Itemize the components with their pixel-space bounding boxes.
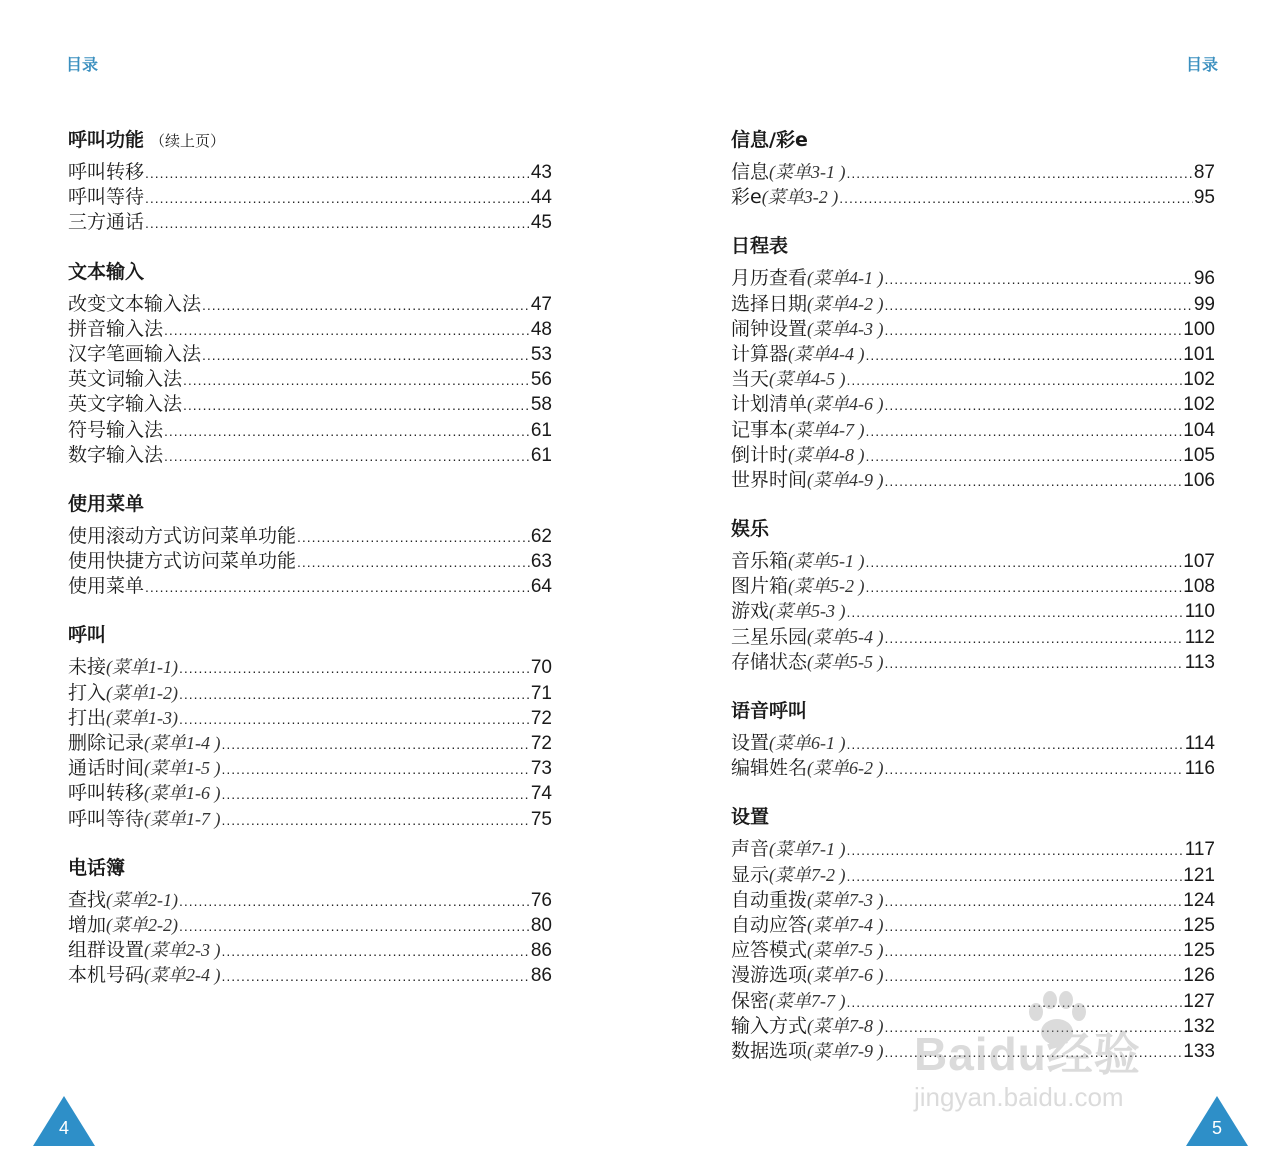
entry-label: 英文词输入法 <box>68 368 183 391</box>
entry-page-number: 44 <box>530 187 552 209</box>
dot-leader <box>222 808 530 833</box>
entry-menu-ref: (菜单4-1 ) <box>807 268 884 289</box>
dot-leader <box>222 964 530 989</box>
toc-entry[interactable] <box>731 913 1215 938</box>
entry-label: 英文字输入法 <box>68 393 183 416</box>
entry-page-number: 58 <box>530 394 552 416</box>
section-title-text: 电话簿 <box>68 856 126 879</box>
dot-leader <box>222 732 530 757</box>
entry-label: 使用菜单 <box>68 575 145 598</box>
dot-leader <box>164 444 530 469</box>
toc-entry[interactable] <box>68 913 552 938</box>
section-title-text: 文本输入 <box>68 260 145 283</box>
toc-entry[interactable] <box>731 650 1215 675</box>
entry-page-number: 56 <box>530 369 552 391</box>
entry-menu-ref: (菜单7-1 ) <box>769 839 846 860</box>
dot-leader <box>179 707 530 732</box>
toc-column-right <box>731 128 1215 1088</box>
entry-label: 图片箱 <box>731 575 789 598</box>
dot-leader <box>222 939 530 964</box>
dot-leader <box>847 838 1184 863</box>
entry-label: 拼音输入法 <box>68 317 164 340</box>
dot-leader <box>847 368 1183 393</box>
dot-leader <box>179 889 530 914</box>
entry-page-number: 80 <box>530 914 552 936</box>
toc-entry[interactable] <box>731 367 1215 392</box>
dot-leader <box>222 782 530 807</box>
entry-label: 彩e <box>731 186 762 209</box>
dot-leader <box>179 914 530 939</box>
section-title-text: 使用菜单 <box>68 492 145 515</box>
dot-leader <box>222 757 530 782</box>
dot-leader <box>839 186 1193 211</box>
entry-page-number: 99 <box>1193 293 1215 315</box>
entry-label: 计划清单 <box>731 393 808 416</box>
toc-entry[interactable] <box>68 292 552 317</box>
entry-label: 倒计时 <box>731 443 789 466</box>
entry-label: 打入 <box>68 681 107 704</box>
page-header-right: 目录 <box>1186 55 1219 74</box>
entry-page-number: 62 <box>530 525 552 547</box>
entry-page-number: 86 <box>530 965 552 987</box>
entry-label: 当天 <box>731 368 770 391</box>
section-title-text: 呼叫 <box>68 624 107 647</box>
dot-leader <box>202 343 530 368</box>
toc-entry[interactable] <box>68 367 552 392</box>
entry-menu-ref: (菜单6-1 ) <box>769 733 846 753</box>
section-title <box>68 856 552 881</box>
entry-label: 月历查看 <box>731 267 808 290</box>
entry-label: 三星乐园 <box>731 625 808 648</box>
entry-menu-ref: (菜单3-1 ) <box>769 162 846 182</box>
dot-leader <box>145 161 530 186</box>
entry-label: 改变文本输入法 <box>68 292 202 315</box>
entry-menu-ref: (菜单1-3) <box>106 707 178 728</box>
entry-page-number: 64 <box>530 576 552 598</box>
entry-menu-ref: (菜单2-3 ) <box>144 940 221 961</box>
toc-entry[interactable] <box>731 989 1215 1014</box>
toc-entry[interactable] <box>68 574 552 599</box>
toc-entry[interactable] <box>68 185 552 210</box>
toc-section <box>68 260 552 468</box>
entry-menu-ref: (菜单7-9 ) <box>807 1040 884 1061</box>
entry-page-number: 102 <box>1183 369 1215 391</box>
entry-page-number: 73 <box>530 758 552 780</box>
toc-section <box>68 856 552 989</box>
toc-entry[interactable] <box>68 418 552 443</box>
entry-label: 游戏 <box>731 600 770 623</box>
entry-label: 本机号码 <box>68 964 145 987</box>
toc-entry[interactable] <box>731 1039 1215 1064</box>
entry-label: 查找 <box>68 888 107 911</box>
toc-entry[interactable] <box>68 524 552 549</box>
entry-page-number: 107 <box>1183 551 1215 573</box>
dot-leader <box>885 293 1193 318</box>
entry-label: 使用快捷方式访问菜单功能 <box>68 550 297 573</box>
dot-leader <box>297 525 530 550</box>
toc-entry[interactable] <box>68 160 552 185</box>
toc-entry[interactable] <box>731 443 1215 468</box>
entry-menu-ref: (菜单1-4 ) <box>144 733 221 753</box>
entry-page-number: 102 <box>1183 394 1215 416</box>
entry-label: 数据选项 <box>731 1039 808 1062</box>
section-title-text: 语音呼叫 <box>731 700 808 722</box>
section-title <box>731 234 1215 259</box>
dot-leader <box>179 682 530 707</box>
dot-leader <box>885 626 1184 651</box>
dot-leader <box>885 469 1183 494</box>
entry-label: 自动应答 <box>731 913 808 936</box>
entry-page-number: 87 <box>1193 162 1215 183</box>
dot-leader <box>202 293 530 318</box>
toc-entry[interactable] <box>731 625 1215 650</box>
dot-leader <box>145 211 530 236</box>
dot-leader <box>145 575 530 600</box>
dot-leader <box>885 757 1184 782</box>
entry-page-number: 47 <box>530 293 552 315</box>
entry-menu-ref: (菜单7-4 ) <box>807 914 884 935</box>
entry-label: 世界时间 <box>731 468 808 491</box>
entry-page-number: 95 <box>1193 187 1215 209</box>
entry-menu-ref: (菜单1-6 ) <box>144 783 221 804</box>
toc-entry[interactable] <box>68 781 552 806</box>
entry-label: 记事本 <box>731 418 789 441</box>
entry-label: 增加 <box>68 913 107 936</box>
entry-label: 数字输入法 <box>68 443 164 466</box>
section-title <box>68 492 552 517</box>
entry-menu-ref: (菜单7-7 ) <box>769 990 846 1011</box>
entry-page-number: 63 <box>530 551 552 573</box>
dot-leader <box>885 651 1184 676</box>
entry-page-number: 70 <box>530 657 552 679</box>
entry-label: 显示 <box>731 863 770 886</box>
toc-entry[interactable] <box>68 888 552 913</box>
entry-label: 设置 <box>731 732 770 754</box>
toc-entry[interactable] <box>731 418 1215 443</box>
dot-leader <box>145 186 530 211</box>
entry-page-number: 124 <box>1183 889 1215 911</box>
entry-page-number: 104 <box>1183 419 1215 441</box>
entry-label: 计算器 <box>731 342 789 365</box>
dot-leader <box>866 550 1183 575</box>
toc-entry[interactable] <box>68 443 552 468</box>
entry-page-number: 127 <box>1183 990 1215 1012</box>
toc-entry[interactable] <box>68 392 552 417</box>
toc-entry[interactable] <box>731 938 1215 963</box>
entry-page-number: 116 <box>1184 758 1215 780</box>
dot-leader <box>885 914 1183 939</box>
toc-entry[interactable] <box>731 599 1215 624</box>
toc-entry[interactable] <box>731 888 1215 913</box>
dot-leader <box>847 600 1184 625</box>
entry-page-number: 48 <box>530 318 552 340</box>
entry-label: 符号输入法 <box>68 418 164 441</box>
entry-menu-ref: (菜单4-2 ) <box>807 293 884 314</box>
entry-page-number: 43 <box>530 162 552 183</box>
entry-page-number: 125 <box>1183 940 1215 962</box>
toc-entry[interactable] <box>731 731 1215 756</box>
toc-section <box>731 128 1215 210</box>
entry-label: 呼叫转移 <box>68 782 145 805</box>
entry-page-number: 96 <box>1193 268 1215 290</box>
entry-page-number: 76 <box>530 889 552 911</box>
entry-menu-ref: (菜单5-1 ) <box>788 551 865 572</box>
dot-leader <box>885 964 1183 989</box>
toc-entry[interactable] <box>731 342 1215 367</box>
toc-entry[interactable] <box>68 938 552 963</box>
toc-column-left <box>68 128 552 1013</box>
toc-section <box>68 623 552 831</box>
dot-leader <box>847 864 1183 889</box>
toc-entry[interactable] <box>68 681 552 706</box>
toc-entry[interactable] <box>731 468 1215 493</box>
section-title-text: 呼叫功能 <box>68 129 145 151</box>
toc-entry[interactable] <box>68 317 552 342</box>
toc-entry[interactable] <box>731 863 1215 888</box>
entry-label: 闹钟设置 <box>731 317 808 340</box>
entry-label: 呼叫等待 <box>68 186 145 209</box>
entry-page-number: 121 <box>1183 864 1215 886</box>
toc-entry[interactable] <box>731 185 1215 210</box>
dot-leader <box>885 267 1193 292</box>
entry-page-number: 86 <box>530 940 552 962</box>
entry-label: 自动重拨 <box>731 888 808 911</box>
page-number-left: 4 <box>58 1118 69 1138</box>
entry-label: 使用滚动方式访问菜单功能 <box>68 524 297 547</box>
entry-menu-ref: (菜单1-1) <box>106 657 178 678</box>
dot-leader <box>866 343 1183 368</box>
entry-menu-ref: (菜单4-9 ) <box>807 469 884 490</box>
entry-page-number: 105 <box>1183 444 1215 466</box>
toc-entry[interactable] <box>731 392 1215 417</box>
dot-leader <box>866 575 1183 600</box>
toc-entry[interactable] <box>731 266 1215 291</box>
toc-section <box>731 699 1215 781</box>
dot-leader <box>885 1015 1183 1040</box>
entry-label: 选择日期 <box>731 292 808 315</box>
section-title-text: 娱乐 <box>731 518 770 541</box>
dot-leader <box>183 393 530 418</box>
entry-menu-ref: (菜单2-1) <box>106 889 178 910</box>
entry-page-number: 125 <box>1183 914 1215 936</box>
toc-entry[interactable] <box>68 210 552 235</box>
section-title-note: （续上页） <box>150 132 226 150</box>
entry-label: 三方通话 <box>68 211 145 234</box>
entry-menu-ref: (菜单4-4 ) <box>788 343 865 364</box>
dot-leader <box>847 990 1183 1015</box>
entry-page-number: 117 <box>1184 839 1215 861</box>
entry-label: 声音 <box>731 838 770 861</box>
entry-page-number: 72 <box>530 707 552 729</box>
dot-leader <box>164 318 530 343</box>
entry-label: 信息 <box>731 161 770 183</box>
entry-label: 打出 <box>68 706 107 729</box>
toc-entry[interactable] <box>68 342 552 367</box>
entry-page-number: 106 <box>1183 469 1215 491</box>
entry-label: 未接 <box>68 656 107 679</box>
section-title-text: 日程表 <box>731 235 789 258</box>
entry-page-number: 133 <box>1183 1040 1215 1062</box>
toc-entry[interactable] <box>68 756 552 781</box>
entry-menu-ref: (菜单7-3 ) <box>807 889 884 910</box>
entry-menu-ref: (菜单4-7 ) <box>788 419 865 440</box>
toc-entry[interactable] <box>68 807 552 832</box>
section-title <box>68 128 552 153</box>
entry-label: 删除记录 <box>68 732 145 754</box>
entry-page-number: 101 <box>1183 343 1215 365</box>
toc-entry[interactable] <box>731 574 1215 599</box>
toc-section <box>731 805 1215 1064</box>
entry-page-number: 132 <box>1183 1015 1215 1037</box>
entry-page-number: 72 <box>530 733 552 754</box>
entry-menu-ref: (菜单2-2) <box>106 914 178 935</box>
entry-label: 存储状态 <box>731 650 808 673</box>
entry-page-number: 113 <box>1184 651 1215 673</box>
toc-entry[interactable] <box>731 317 1215 342</box>
watermark-main: Baidu经验 <box>914 1028 1141 1080</box>
section-title <box>731 699 1215 724</box>
entry-label: 漫游选项 <box>731 964 808 987</box>
page-header-left: 目录 <box>66 55 99 74</box>
entry-label: 编辑姓名 <box>731 757 808 780</box>
dot-leader <box>885 939 1183 964</box>
toc-entry[interactable] <box>731 549 1215 574</box>
toc-section <box>68 492 552 600</box>
entry-label: 输入方式 <box>731 1014 808 1037</box>
entry-menu-ref: (菜单2-4 ) <box>144 965 221 986</box>
entry-menu-ref: (菜单4-8 ) <box>788 444 865 465</box>
entry-page-number: 74 <box>530 783 552 805</box>
section-title <box>731 517 1215 542</box>
entry-page-number: 100 <box>1183 318 1215 340</box>
page-number-right: 5 <box>1211 1118 1222 1138</box>
dot-leader <box>866 444 1183 469</box>
entry-menu-ref: (菜单5-2 ) <box>788 576 865 597</box>
toc-section <box>68 128 552 236</box>
entry-page-number: 71 <box>530 682 552 704</box>
entry-page-number: 61 <box>530 419 552 441</box>
section-title <box>731 805 1215 830</box>
dot-leader <box>885 318 1183 343</box>
entry-page-number: 126 <box>1183 965 1215 987</box>
entry-menu-ref: (菜单3-2 ) <box>761 187 839 208</box>
section-title-text: 信息/彩e <box>731 129 808 151</box>
section-title <box>731 128 1215 153</box>
entry-label: 呼叫等待 <box>68 807 145 830</box>
toc-entry[interactable] <box>731 1014 1215 1039</box>
entry-menu-ref: (菜单4-6 ) <box>807 394 884 415</box>
dot-leader <box>183 368 530 393</box>
dot-leader <box>847 161 1193 186</box>
entry-label: 音乐箱 <box>731 550 789 573</box>
toc-entry[interactable] <box>68 549 552 574</box>
toc-entry[interactable] <box>68 963 552 988</box>
dot-leader <box>297 550 530 575</box>
entry-label: 通话时间 <box>68 757 145 780</box>
entry-label: 应答模式 <box>731 939 808 962</box>
toc-section <box>731 517 1215 675</box>
toc-entry[interactable] <box>731 837 1215 862</box>
toc-entry[interactable] <box>731 292 1215 317</box>
toc-entry[interactable] <box>731 756 1215 781</box>
entry-page-number: 110 <box>1184 601 1215 623</box>
entry-menu-ref: (菜单1-2) <box>106 682 178 703</box>
entry-menu-ref: (菜单4-3 ) <box>807 318 884 339</box>
entry-page-number: 114 <box>1184 733 1215 754</box>
toc-entry[interactable] <box>731 963 1215 988</box>
dot-leader <box>847 732 1184 757</box>
entry-menu-ref: (菜单1-7 ) <box>144 808 221 829</box>
entry-label: 保密 <box>731 989 770 1012</box>
entry-menu-ref: (菜单7-2 ) <box>769 864 846 885</box>
entry-menu-ref: (菜单5-3 ) <box>769 601 846 622</box>
entry-menu-ref: (菜单7-6 ) <box>807 965 884 986</box>
dot-leader <box>179 656 530 681</box>
toc-entry[interactable] <box>68 655 552 680</box>
entry-page-number: 53 <box>530 343 552 365</box>
toc-entry[interactable] <box>68 731 552 756</box>
entry-label: 汉字笔画输入法 <box>68 342 202 365</box>
dot-leader <box>885 393 1183 418</box>
entry-page-number: 112 <box>1184 626 1215 648</box>
dot-leader <box>885 1040 1183 1065</box>
entry-menu-ref: (菜单1-5 ) <box>144 758 221 779</box>
entry-page-number: 61 <box>530 444 552 466</box>
entry-menu-ref: (菜单7-5 ) <box>807 940 884 961</box>
dot-leader <box>866 419 1183 444</box>
entry-menu-ref: (菜单5-5 ) <box>807 651 884 672</box>
entry-menu-ref: (菜单7-8 ) <box>807 1015 884 1036</box>
section-title <box>68 623 552 648</box>
section-title-text: 设置 <box>731 806 770 829</box>
section-title <box>68 260 552 285</box>
entry-menu-ref: (菜单5-4 ) <box>807 626 884 647</box>
entry-menu-ref: (菜单4-5 ) <box>769 369 846 390</box>
toc-entry[interactable] <box>68 706 552 731</box>
entry-page-number: 45 <box>530 212 552 234</box>
dot-leader <box>164 419 530 444</box>
dot-leader <box>885 889 1183 914</box>
entry-label: 组群设置 <box>68 939 145 962</box>
entry-page-number: 75 <box>530 808 552 830</box>
toc-entry[interactable] <box>731 160 1215 185</box>
entry-page-number: 108 <box>1183 576 1215 598</box>
entry-menu-ref: (菜单6-2 ) <box>807 758 884 779</box>
toc-section <box>731 234 1215 493</box>
entry-label: 呼叫转移 <box>68 161 145 183</box>
watermark-url: jingyan.baidu.com <box>914 1082 1124 1112</box>
